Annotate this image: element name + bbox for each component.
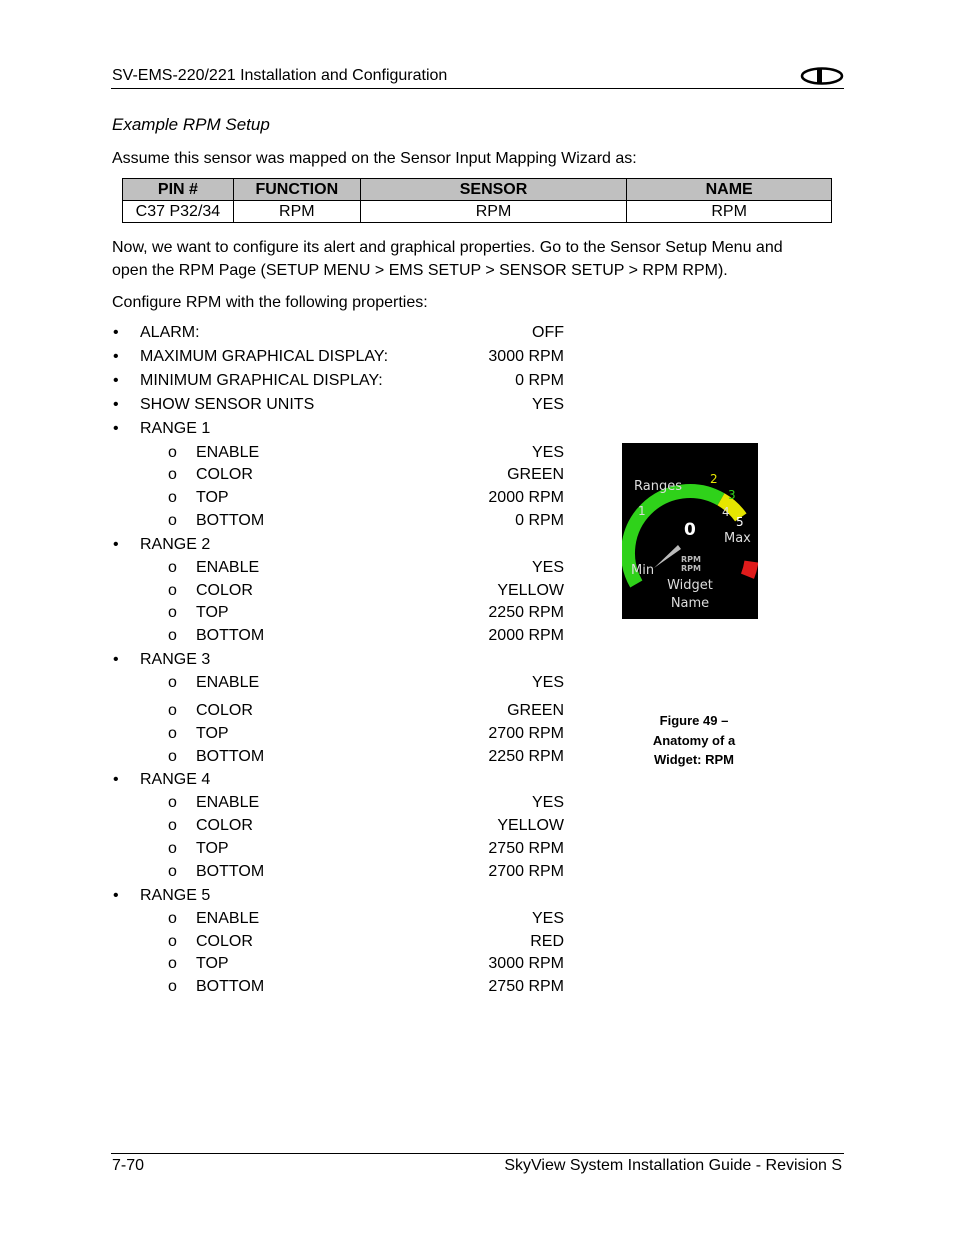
bullet-icon: • xyxy=(113,536,119,553)
table-row xyxy=(123,201,832,223)
sub-bullet-icon: o xyxy=(168,863,177,880)
list-item xyxy=(0,955,570,977)
figure-caption-line-1: Figure 49 – xyxy=(659,713,729,728)
configure-paragraph xyxy=(112,236,842,282)
property-label: RANGE 1 xyxy=(140,420,211,437)
sub-bullet-icon: o xyxy=(168,702,177,719)
rpm-widget-illustration xyxy=(622,443,758,619)
property-value: 2000 RPM xyxy=(488,489,564,506)
widget-name-line-1: Widget xyxy=(667,578,713,593)
cell-pin: C37 P32/34 xyxy=(123,201,234,223)
sub-bullet-icon: o xyxy=(168,748,177,765)
list-item xyxy=(0,748,570,770)
bullet-icon: • xyxy=(113,372,119,389)
property-label: BOTTOM xyxy=(196,978,265,995)
property-label: RANGE 5 xyxy=(140,887,211,904)
property-value: YES xyxy=(531,794,564,811)
figure-caption-line-2: Anatomy of a xyxy=(652,732,736,748)
property-label: COLOR xyxy=(196,466,253,483)
sub-bullet-icon: o xyxy=(168,725,177,742)
list-item xyxy=(0,840,570,862)
property-value: 0 RPM xyxy=(515,512,564,529)
sub-bullet-icon: o xyxy=(168,604,177,621)
widget-marker-1: 1 xyxy=(638,504,646,518)
list-item xyxy=(0,933,570,955)
sub-bullet-icon: o xyxy=(168,627,177,644)
property-value: 0 RPM xyxy=(515,372,564,389)
widget-unit-top: RPM xyxy=(681,555,701,564)
sub-bullet-icon: o xyxy=(168,559,177,576)
widget-marker-5: 5 xyxy=(736,515,744,529)
cell-function: RPM xyxy=(233,201,360,223)
property-label: BOTTOM xyxy=(196,748,265,765)
property-value: 2250 RPM xyxy=(488,604,564,621)
list-item xyxy=(0,582,570,604)
widget-ranges-label: Ranges xyxy=(634,479,682,494)
properties-intro: Configure RPM with the following properties: xyxy=(112,294,428,311)
property-label: RANGE 4 xyxy=(140,771,211,788)
list-item xyxy=(0,817,570,839)
list-item xyxy=(0,604,570,626)
property-label: SHOW SENSOR UNITS xyxy=(140,396,315,413)
sub-bullet-icon: o xyxy=(168,466,177,483)
section-title: Example RPM Setup xyxy=(112,115,270,134)
property-label: COLOR xyxy=(196,582,253,599)
property-label: COLOR xyxy=(196,702,253,719)
list-item xyxy=(0,702,570,724)
list-item xyxy=(0,627,570,649)
header-pin: PIN # xyxy=(123,179,234,201)
sub-bullet-icon: o xyxy=(168,489,177,506)
bullet-icon: • xyxy=(113,396,119,413)
property-label: COLOR xyxy=(196,933,253,950)
property-label: ENABLE xyxy=(196,910,260,927)
list-item xyxy=(0,348,570,370)
property-label: ALARM: xyxy=(140,324,200,341)
bullet-icon: • xyxy=(113,420,119,437)
property-value: 2700 RPM xyxy=(488,725,564,742)
widget-marker-3: 3 xyxy=(728,488,736,502)
list-item xyxy=(0,372,570,394)
sub-bullet-icon: o xyxy=(168,978,177,995)
company-logo-icon xyxy=(800,67,844,85)
list-item xyxy=(0,444,570,466)
header-sensor: SENSOR xyxy=(360,179,627,201)
list-item xyxy=(0,536,570,558)
property-label: TOP xyxy=(196,604,229,621)
list-item xyxy=(0,489,570,511)
widget-marker-4: 4 xyxy=(722,505,730,519)
list-item xyxy=(0,396,570,418)
configure-paragraph-line-1: Now, we want to configure its alert and graphical properties. Go to the Sensor Setup Menu and xyxy=(112,239,783,256)
property-label: TOP xyxy=(196,489,229,506)
property-label: RANGE 2 xyxy=(140,536,211,553)
figure-caption-line-3: Widget: RPM xyxy=(653,752,735,767)
sub-bullet-icon: o xyxy=(168,444,177,461)
table-header-row xyxy=(123,179,832,201)
property-value: 2750 RPM xyxy=(488,840,564,857)
sub-bullet-icon: o xyxy=(168,794,177,811)
property-value: YES xyxy=(531,910,564,927)
cell-sensor: RPM xyxy=(360,201,627,223)
header-function: FUNCTION xyxy=(233,179,360,201)
range-arc-red xyxy=(748,562,752,577)
sub-bullet-icon: o xyxy=(168,817,177,834)
footer-divider xyxy=(111,1153,844,1154)
property-value: 2750 RPM xyxy=(488,978,564,995)
property-label: TOP xyxy=(196,955,229,972)
bullet-icon: • xyxy=(113,324,119,341)
property-value: YELLOW xyxy=(497,817,564,834)
sub-bullet-icon: o xyxy=(168,840,177,857)
property-label: BOTTOM xyxy=(196,512,265,529)
bullet-icon: • xyxy=(113,348,119,365)
sub-bullet-icon: o xyxy=(168,582,177,599)
property-label: ENABLE xyxy=(196,794,260,811)
property-value: YES xyxy=(531,674,564,691)
list-item xyxy=(0,771,570,793)
list-item xyxy=(0,674,570,696)
header-divider xyxy=(111,88,844,89)
list-item xyxy=(0,420,570,442)
widget-marker-2: 2 xyxy=(710,472,718,486)
list-item xyxy=(0,978,570,1000)
header-title: SV-EMS-220/221 Installation and Configuration xyxy=(112,67,448,84)
property-value: OFF xyxy=(532,324,564,341)
property-value: 2700 RPM xyxy=(488,863,564,880)
property-label: COLOR xyxy=(196,817,253,834)
list-item xyxy=(0,651,570,673)
sensor-mapping-table xyxy=(122,178,832,223)
property-label: ENABLE xyxy=(196,444,260,461)
figure-caption xyxy=(640,711,748,770)
property-value: 3000 RPM xyxy=(488,348,564,365)
list-item xyxy=(0,324,570,346)
bullet-icon: • xyxy=(113,771,119,788)
property-value: GREEN xyxy=(507,466,564,483)
page-number: 7-70 xyxy=(112,1157,145,1174)
property-value: YES xyxy=(531,444,564,461)
widget-value: 0 xyxy=(684,520,696,540)
sub-bullet-icon: o xyxy=(168,955,177,972)
property-value: RED xyxy=(530,933,564,950)
property-value: YES xyxy=(531,396,564,413)
bullet-icon: • xyxy=(113,651,119,668)
widget-unit-bottom: RPM xyxy=(681,564,701,573)
header-name: NAME xyxy=(627,179,832,201)
bullet-icon: • xyxy=(113,887,119,904)
sub-bullet-icon: o xyxy=(168,674,177,691)
list-item xyxy=(0,887,570,909)
widget-min-label: Min xyxy=(631,563,655,578)
list-item xyxy=(0,512,570,534)
property-value: 3000 RPM xyxy=(488,955,564,972)
widget-name-line-2: Name xyxy=(670,596,710,611)
property-label: MAXIMUM GRAPHICAL DISPLAY: xyxy=(140,348,389,365)
property-label: TOP xyxy=(196,840,229,857)
property-value: YES xyxy=(531,559,564,576)
property-value: GREEN xyxy=(507,702,564,719)
property-label: MINIMUM GRAPHICAL DISPLAY: xyxy=(140,372,383,389)
property-label: RANGE 3 xyxy=(140,651,211,668)
list-item xyxy=(0,466,570,488)
property-label: BOTTOM xyxy=(196,627,265,644)
footer-title: SkyView System Installation Guide - Revision S xyxy=(504,1157,842,1174)
configure-paragraph-line-2: open the RPM Page (SETUP MENU > EMS SETUP > SENSOR SETUP > RPM RPM). xyxy=(112,262,728,279)
property-label: TOP xyxy=(196,725,229,742)
list-item xyxy=(0,725,570,747)
intro-paragraph: Assume this sensor was mapped on the Sensor Input Mapping Wizard as: xyxy=(112,150,637,167)
list-item xyxy=(0,910,570,932)
sub-bullet-icon: o xyxy=(168,512,177,529)
property-value: 2250 RPM xyxy=(488,748,564,765)
cell-name: RPM xyxy=(627,201,832,223)
property-label: ENABLE xyxy=(196,559,260,576)
property-value: 2000 RPM xyxy=(488,627,564,644)
list-item xyxy=(0,863,570,885)
sub-bullet-icon: o xyxy=(168,933,177,950)
property-label: BOTTOM xyxy=(196,863,265,880)
property-label: ENABLE xyxy=(196,674,260,691)
list-item xyxy=(0,794,570,816)
list-item xyxy=(0,559,570,581)
property-value: YELLOW xyxy=(497,582,564,599)
sub-bullet-icon: o xyxy=(168,910,177,927)
widget-max-label: Max xyxy=(724,531,751,546)
